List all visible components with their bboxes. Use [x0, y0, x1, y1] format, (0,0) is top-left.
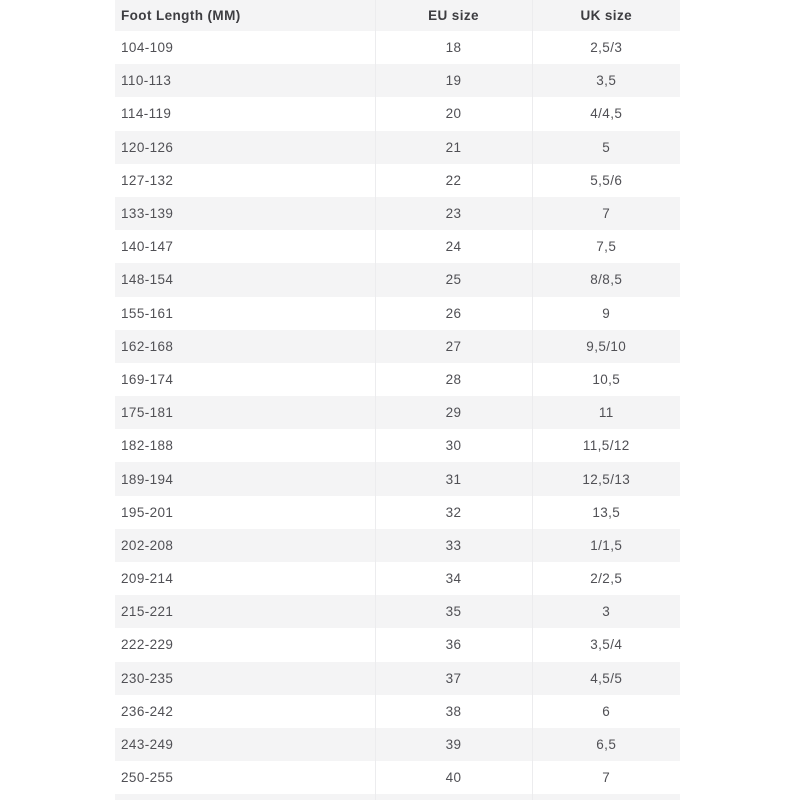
foot-length-cell: 250-255	[121, 770, 174, 786]
table-row	[115, 496, 680, 529]
foot-length-cell: 104-109	[121, 40, 174, 56]
eu-size-cell: 19	[375, 64, 532, 97]
table-row	[115, 131, 680, 164]
uk-size-cell: 13,5	[532, 496, 680, 529]
table-row	[115, 429, 680, 462]
uk-size-cell: 6	[532, 695, 680, 728]
uk-size-cell: 9,5/10	[532, 330, 680, 363]
foot-length-cell: 209-214	[121, 571, 174, 587]
uk-size-cell: 5	[532, 131, 680, 164]
foot-length-cell: 127-132	[121, 172, 174, 188]
size-chart-container	[115, 0, 680, 800]
uk-size-cell: 3,5/4	[532, 628, 680, 661]
eu-size-cell: 34	[375, 562, 532, 595]
uk-size-cell: 7	[532, 197, 680, 230]
uk-size-cell: 3	[532, 595, 680, 628]
uk-size-cell: 6,5	[532, 728, 680, 761]
table-row	[115, 695, 680, 728]
table-row	[115, 562, 680, 595]
uk-size-cell: 4,5/5	[532, 662, 680, 695]
eu-size-cell: 29	[375, 396, 532, 429]
table-row	[115, 97, 680, 130]
eu-size-cell: 31	[375, 462, 532, 495]
table-row	[115, 662, 680, 695]
table-row	[115, 595, 680, 628]
foot-length-cell: 222-229	[121, 637, 174, 653]
table-row	[115, 728, 680, 761]
uk-size-cell: 5,5/6	[532, 164, 680, 197]
foot-length-cell: 202-208	[121, 537, 174, 553]
foot-length-cell: 140-147	[121, 239, 174, 255]
partial-next-row	[115, 794, 680, 800]
eu-size-cell: 23	[375, 197, 532, 230]
foot-length-cell: 230-235	[121, 670, 174, 686]
table-row	[115, 330, 680, 363]
uk-size-cell: 8/8,5	[532, 263, 680, 296]
header-uk-size: UK size	[532, 0, 680, 31]
table-row	[115, 197, 680, 230]
foot-length-cell: 110-113	[121, 73, 172, 89]
table-row	[115, 31, 680, 64]
eu-size-cell: 25	[375, 263, 532, 296]
table-row	[115, 263, 680, 296]
size-chart-table	[115, 0, 680, 800]
header-foot-length: Foot Length (MM)	[121, 8, 241, 23]
table-row	[115, 529, 680, 562]
eu-size-cell: 27	[375, 330, 532, 363]
eu-size-cell: 33	[375, 529, 532, 562]
eu-size-cell: 36	[375, 628, 532, 661]
foot-length-cell: 148-154	[121, 272, 174, 288]
foot-length-cell: 236-242	[121, 703, 174, 719]
uk-size-cell: 1/1,5	[532, 529, 680, 562]
uk-size-cell: 2,5/3	[532, 31, 680, 64]
header-eu-size: EU size	[375, 0, 532, 31]
eu-size-cell: 26	[375, 297, 532, 330]
uk-size-cell: 3,5	[532, 64, 680, 97]
uk-size-cell: 12,5/13	[532, 462, 680, 495]
foot-length-cell: 182-188	[121, 438, 174, 454]
uk-size-cell: 10,5	[532, 363, 680, 396]
eu-size-cell: 39	[375, 728, 532, 761]
uk-size-cell: 11	[532, 396, 680, 429]
foot-length-cell: 243-249	[121, 737, 174, 753]
eu-size-cell: 18	[375, 31, 532, 64]
foot-length-cell: 133-139	[121, 206, 174, 222]
foot-length-cell: 195-201	[121, 504, 174, 520]
foot-length-cell: 215-221	[121, 604, 174, 620]
uk-size-cell: 4/4,5	[532, 97, 680, 130]
table-row	[115, 628, 680, 661]
table-row	[115, 164, 680, 197]
uk-size-cell: 9	[532, 297, 680, 330]
table-row	[115, 396, 680, 429]
foot-length-cell: 155-161	[121, 305, 174, 321]
table-row	[115, 462, 680, 495]
foot-length-cell: 114-119	[121, 106, 172, 122]
foot-length-cell: 189-194	[121, 471, 174, 487]
foot-length-cell: 162-168	[121, 338, 174, 354]
eu-size-cell: 40	[375, 761, 532, 794]
eu-size-cell: 22	[375, 164, 532, 197]
table-row	[115, 761, 680, 794]
uk-size-cell: 11,5/12	[532, 429, 680, 462]
uk-size-cell: 2/2,5	[532, 562, 680, 595]
eu-size-cell: 20	[375, 97, 532, 130]
table-row	[115, 64, 680, 97]
eu-size-cell: 35	[375, 595, 532, 628]
eu-size-cell: 38	[375, 695, 532, 728]
foot-length-cell: 175-181	[121, 405, 174, 421]
eu-size-cell: 28	[375, 363, 532, 396]
eu-size-cell: 21	[375, 131, 532, 164]
eu-size-cell: 37	[375, 662, 532, 695]
eu-size-cell: 24	[375, 230, 532, 263]
table-row	[115, 230, 680, 263]
uk-size-cell: 7,5	[532, 230, 680, 263]
table-row	[115, 363, 680, 396]
foot-length-cell: 120-126	[121, 139, 174, 155]
table-row	[115, 297, 680, 330]
foot-length-cell: 169-174	[121, 371, 174, 387]
uk-size-cell: 7	[532, 761, 680, 794]
eu-size-cell: 32	[375, 496, 532, 529]
header-row	[115, 0, 680, 31]
eu-size-cell: 30	[375, 429, 532, 462]
